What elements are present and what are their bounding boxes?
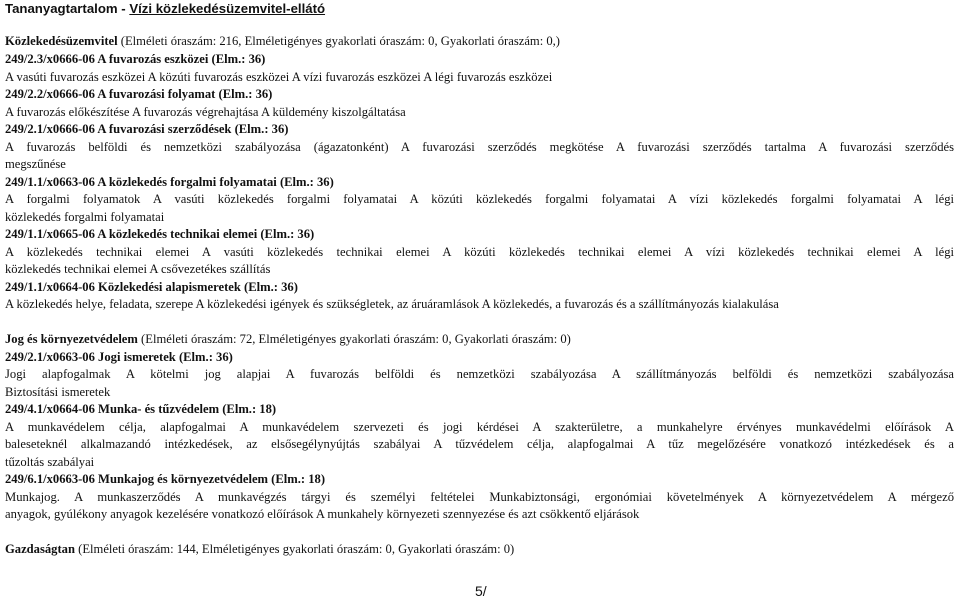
module-content-line: A közlekedés technikai elemei A vasúti közlekedés technikai elemei A közúti közlekedés technikai elemei A vízi közlekedés technikai elemei A légi bbox=[5, 245, 954, 259]
section-heading bbox=[5, 331, 954, 348]
title-prefix: Tananyagtartalom - bbox=[5, 1, 130, 16]
module-content-line: tűzoltás szabályai bbox=[5, 455, 95, 469]
section-heading bbox=[5, 541, 954, 558]
module-title: 249/1.1/x0665-06 A közlekedés technikai elemei (Elm.: 36) bbox=[5, 227, 315, 241]
module-title: 249/2.3/x0666-06 A fuvarozás eszközei (Elm.: 36) bbox=[5, 52, 266, 66]
module-title: 249/2.1/x0666-06 A fuvarozási szerződések (Elm.: 36) bbox=[5, 122, 289, 136]
module-content-line: A forgalmi folyamatok A vasúti közlekedés forgalmi folyamatai A közúti közlekedés forgalmi folyamatai A vízi közlekedés forgalmi folyamatai A légi bbox=[5, 192, 954, 206]
module-title: 249/6.1/x0663-06 Munkajog és környezetvédelem (Elm.: 18) bbox=[5, 472, 326, 486]
module-content-line: megszűnése bbox=[5, 157, 66, 171]
section-name: Gazdaságtan bbox=[5, 542, 75, 556]
module-content-line: Jogi alapfogalmak A kötelmi jog alapjai A fuvarozás belföldi és nemzetközi szabályozása A szállítmányozás belföldi és nemzetközi szabályozása bbox=[5, 367, 954, 381]
section-name: Közlekedésüzemvitel bbox=[5, 34, 118, 48]
title-link[interactable]: Vízi közlekedésüzemvitel-ellátó bbox=[129, 1, 326, 16]
page-title bbox=[5, 0, 325, 17]
module-title: 249/2.1/x0663-06 Jogi ismeretek (Elm.: 36) bbox=[5, 350, 233, 364]
module-content-line: közlekedés technikai elemei A csővezetékes szállítás bbox=[5, 262, 271, 276]
page-number: 5/ bbox=[475, 583, 487, 599]
module-content-line: Biztosítási ismeretek bbox=[5, 385, 111, 399]
section-heading bbox=[5, 33, 954, 50]
module-content-line: A munkavédelem célja, alapfogalmai A munkavédelem szervezeti és jogi kérdései A szakterületre, a munkahelyre érvényes munkavédelmi előírások A bbox=[5, 420, 954, 434]
module-content-line: A közlekedés helye, feladata, szerepe A közlekedési igények és szükségletek, az áruáramlások A közlekedés, a fuvarozás és a szállítmányozás kialakulása bbox=[5, 297, 779, 311]
module-title: 249/2.2/x0666-06 A fuvarozási folyamat (Elm.: 36) bbox=[5, 87, 273, 101]
module-content-line: baleseteknél alkalmazandó intézkedések, az elsősegélynyújtás szabályai A tűzvédelem célja, alapfogalmai A tűz megelőzésére vonatkozó intézkedések és a bbox=[5, 437, 954, 451]
module-content-line: anyagok, gyúlékony anyagok kezelésére vonatkozó előírások A munkahely környezeti szennyezése és azt csökkentő eljárások bbox=[5, 507, 640, 521]
module-content-line: A fuvarozás előkészítése A fuvarozás végrehajtása A küldemény kiszolgáltatása bbox=[5, 105, 406, 119]
section-hours: (Elméleti óraszám: 144, Elméletigényes gyakorlati óraszám: 0, Gyakorlati óraszám: 0) bbox=[74, 542, 515, 556]
module-content-line: A fuvarozás belföldi és nemzetközi szabályozása (ágazatonként) A fuvarozási szerződés megkötése A fuvarozási szerződés tartalma A fuvarozási szerződés bbox=[5, 140, 954, 154]
module-title: 249/1.1/x0663-06 A közlekedés forgalmi folyamatai (Elm.: 36) bbox=[5, 175, 334, 189]
section-hours: (Elméleti óraszám: 72, Elméletigényes gyakorlati óraszám: 0, Gyakorlati óraszám: 0) bbox=[137, 332, 571, 346]
module-content-line: közlekedés forgalmi folyamatai bbox=[5, 210, 165, 224]
section-name: Jog és környezetvédelem bbox=[5, 332, 138, 346]
module-content-line: Munkajog. A munkaszerződés A munkavégzés tárgyi és személyi feltételei Munkabiztonsági, ergonómiai követelmények A környezetvédelem A mérgező bbox=[5, 490, 954, 504]
module-content-line: A vasúti fuvarozás eszközei A közúti fuvarozás eszközei A vízi fuvarozás eszközei A légi fuvarozás eszközei bbox=[5, 70, 553, 84]
module-title: 249/1.1/x0664-06 Közlekedési alapismeretek (Elm.: 36) bbox=[5, 280, 298, 294]
section-hours: (Elméleti óraszám: 216, Elméletigényes gyakorlati óraszám: 0, Gyakorlati óraszám: 0,) bbox=[117, 34, 561, 48]
module-title: 249/4.1/x0664-06 Munka- és tűzvédelem (Elm.: 18) bbox=[5, 402, 277, 416]
